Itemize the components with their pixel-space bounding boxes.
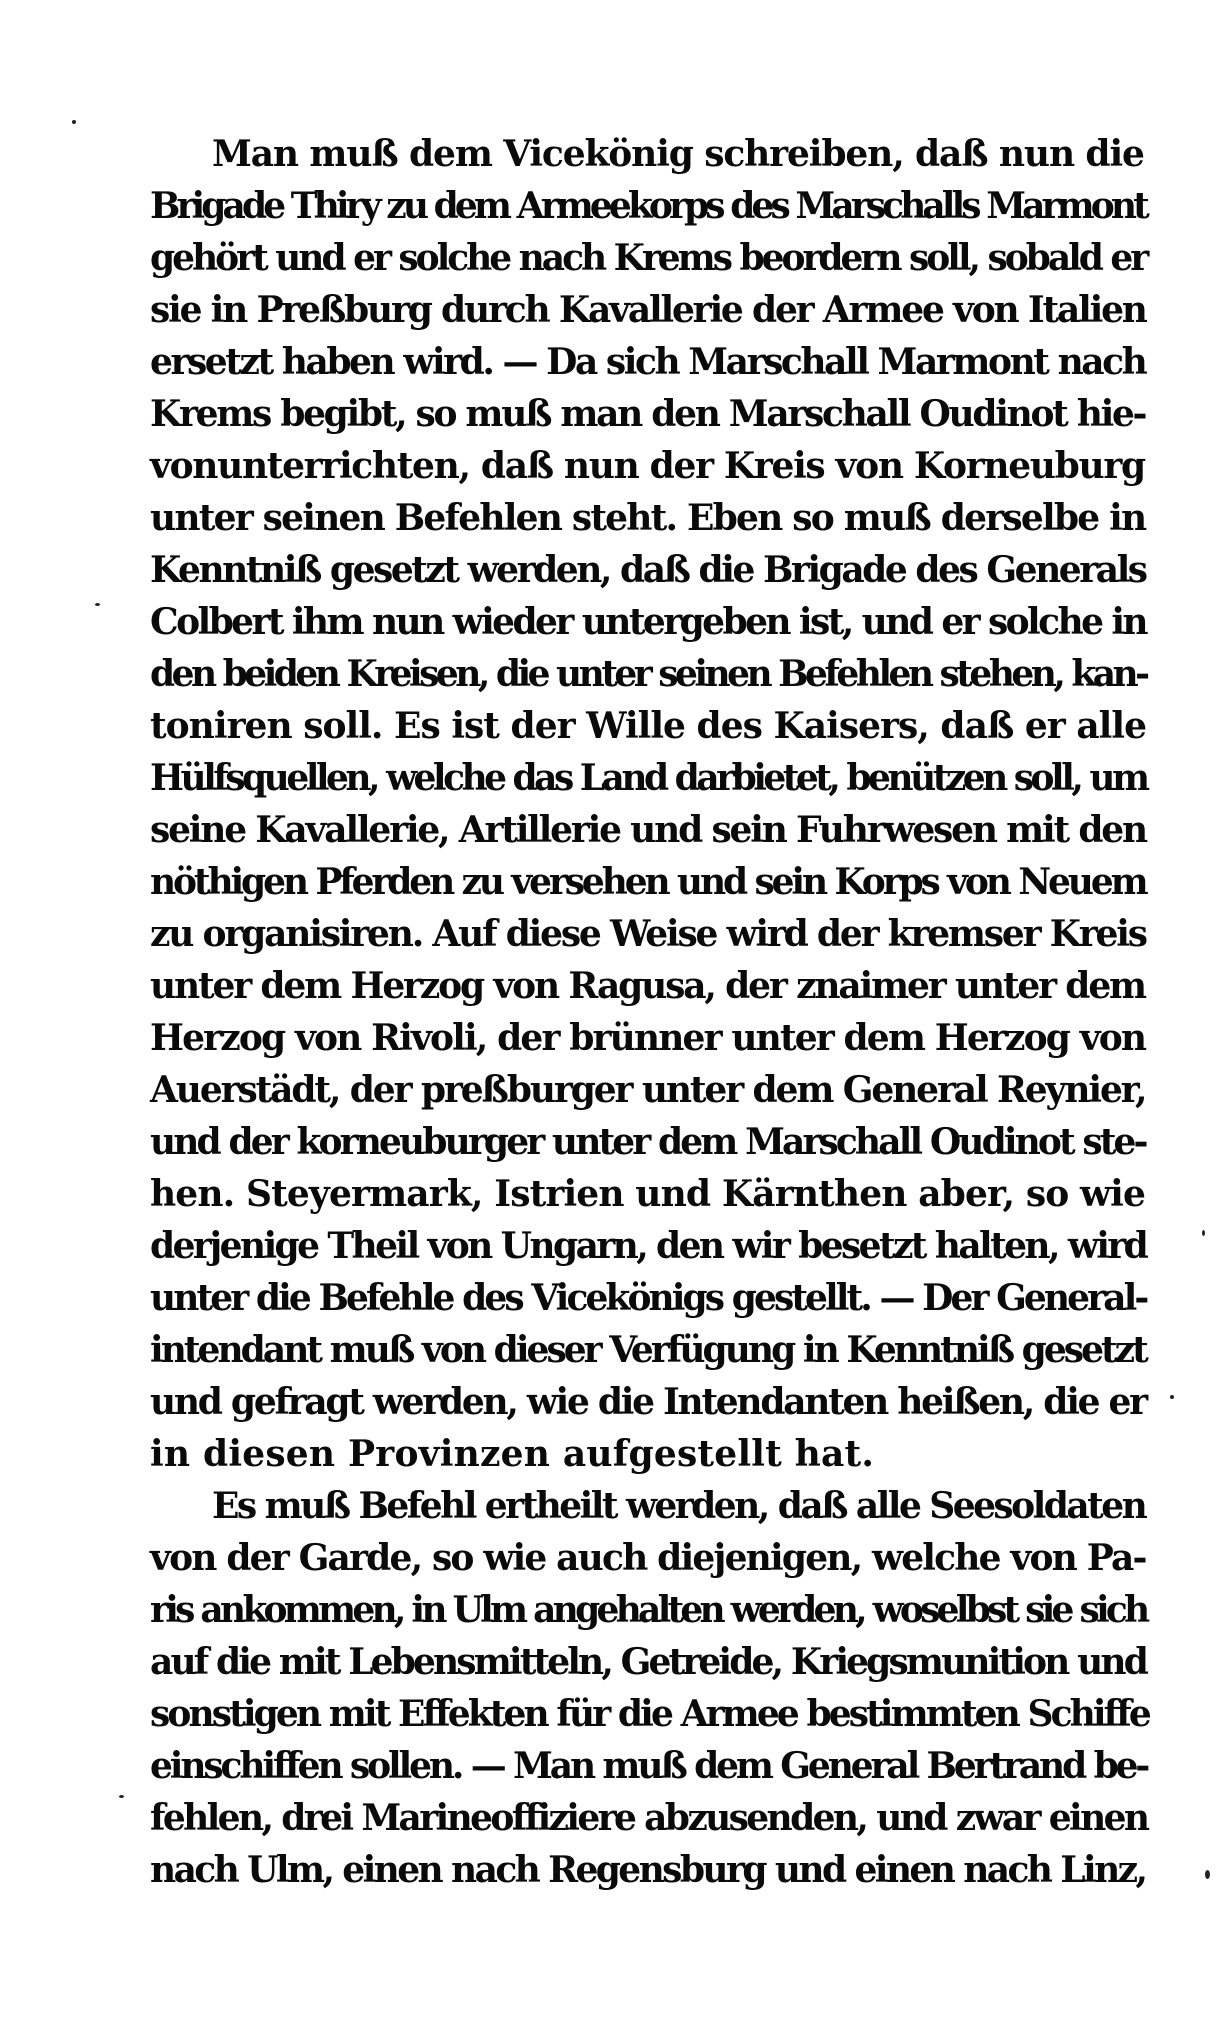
scan-speck	[1202, 1230, 1205, 1236]
text-line: Colbert ihm nun wieder untergeben ist, und er solche in	[150, 601, 1147, 643]
scan-speck	[72, 120, 76, 124]
text-line: nöthigen Pferden zu versehen und sein Korps von Neuem	[150, 861, 1146, 903]
text-line: nach Ulm, einen nach Regensburg und einen nach Linz,	[150, 1849, 1146, 1891]
text-line: auf die mit Lebensmitteln, Getreide, Kriegsmunition und	[150, 1641, 1146, 1683]
text-line: fehlen, drei Marineoffiziere abzusenden, und zwar einen	[150, 1797, 1148, 1839]
text-line: einschiffen sollen. — Man muß dem General Bertrand be-	[150, 1745, 1148, 1787]
text-line: und der korneuburger unter dem Marschall Oudinot ste-	[150, 1121, 1146, 1163]
text-line: Es muß Befehl ertheilt werden, daß alle Seesoldaten	[212, 1485, 1146, 1527]
text-line: Hülfsquellen, welche das Land darbietet, benützen soll, um	[150, 757, 1147, 799]
text-line: zu organisiren. Auf diese Weise wird der kremser Kreis	[150, 913, 1146, 955]
text-line: sonstigen mit Effekten für die Armee bestimmten Schiffe	[150, 1693, 1149, 1735]
text-line: ris ankommen, in Ulm angehalten werden, woselbst sie sich	[150, 1589, 1147, 1631]
text-line: in diesen Provinzen aufgestellt hat.	[150, 1433, 875, 1475]
text-line: von der Garde, so wie auch diejenigen, welche von Pa-	[150, 1537, 1146, 1579]
text-line: unter dem Herzog von Ragusa, der znaimer unter dem	[150, 965, 1145, 1007]
text-line: unter seinen Befehlen steht. Eben so muß derselbe in	[150, 497, 1146, 539]
text-line: toniren soll. Es ist der Wille des Kaisers, daß er alle	[150, 705, 1146, 747]
text-line: sie in Preßburg durch Kavallerie der Armee von Italien	[150, 289, 1146, 331]
text-line: vonunterrichten, daß nun der Kreis von Korneuburg	[150, 445, 1145, 487]
scan-speck	[95, 603, 100, 606]
scan-speck	[1170, 1395, 1174, 1399]
text-line: Man muß dem Vicekönig schreiben, daß nun die	[212, 133, 1144, 175]
text-line: ersetzt haben wird. — Da sich Marschall Marmont nach	[150, 341, 1146, 383]
text-line: Kenntniß gesetzt werden, daß die Brigade des Generals	[150, 549, 1146, 591]
scan-speck	[1205, 1870, 1210, 1879]
text-line: gehört und er solche nach Krems beordern soll, sobald er	[150, 237, 1147, 279]
text-line: unter die Befehle des Vicekönigs gestellt. — Der General-	[150, 1277, 1147, 1319]
text-line: und gefragt werden, wie die Intendanten heißen, die er	[150, 1381, 1146, 1423]
text-line: Auerstädt, der preßburger unter dem General Reynier,	[150, 1069, 1146, 1111]
text-line: Krems begibt, so muß man den Marschall Oudinot hie-	[150, 393, 1146, 435]
text-line: Brigade Thiry zu dem Armeekorps des Marschalls Marmont	[150, 185, 1146, 227]
text-line: intendant muß von dieser Verfügung in Kenntniß gesetzt	[150, 1329, 1146, 1371]
text-line: hen. Steyermark, Istrien und Kärnthen aber, so wie	[150, 1173, 1145, 1215]
body-text	[150, 128, 1149, 1896]
scan-speck	[119, 1795, 124, 1798]
text-line: den beiden Kreisen, die unter seinen Befehlen stehen, kan-	[150, 653, 1147, 695]
text-line: Herzog von Rivoli, der brünner unter dem Herzog von	[150, 1017, 1146, 1059]
text-line: seine Kavallerie, Artillerie und sein Fuhrwesen mit den	[150, 809, 1146, 851]
text-line: derjenige Theil von Ungarn, den wir besetzt halten, wird	[150, 1225, 1147, 1267]
